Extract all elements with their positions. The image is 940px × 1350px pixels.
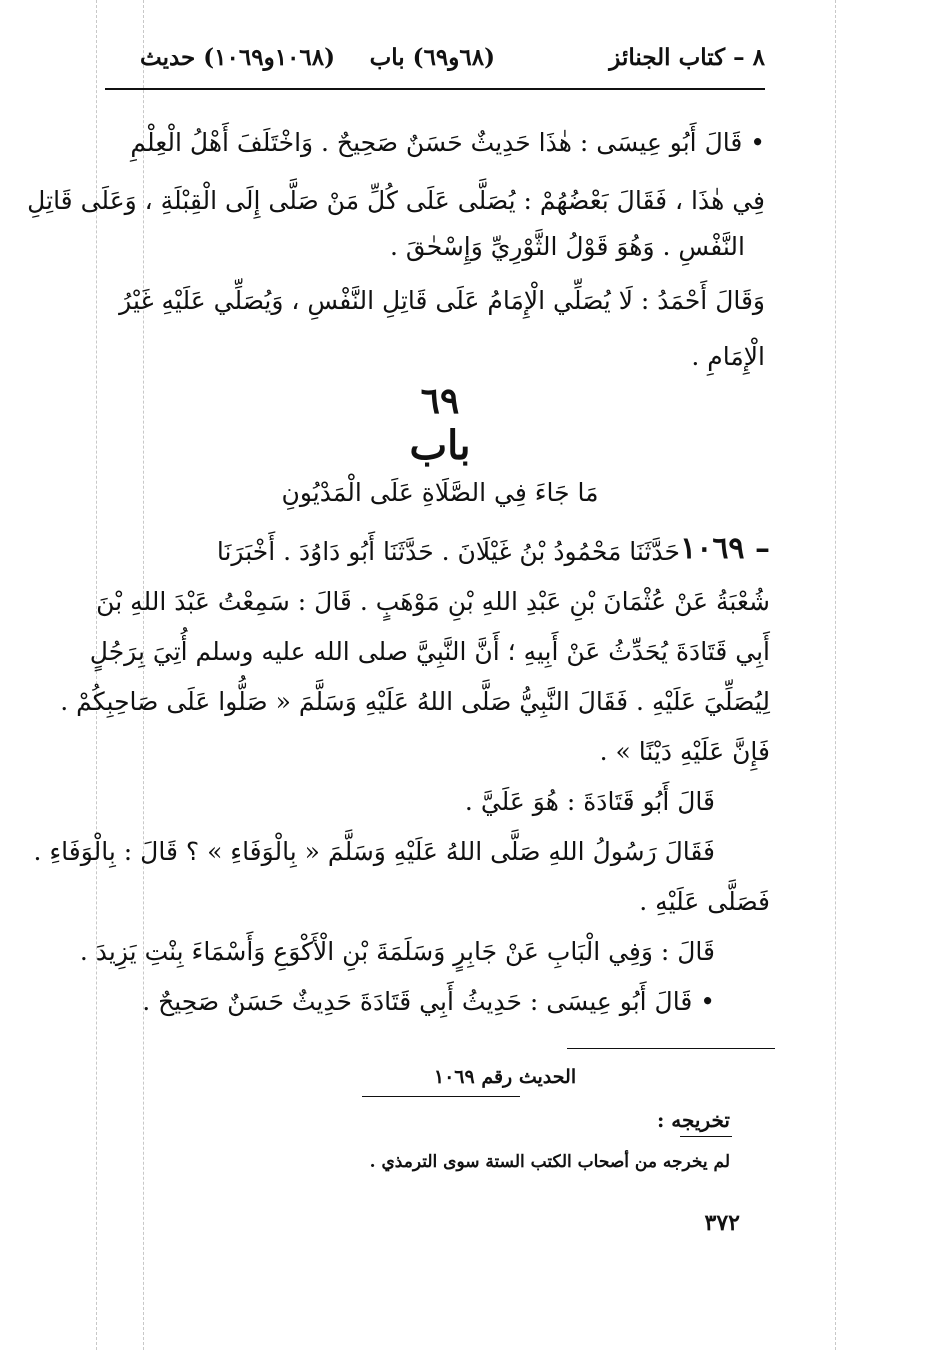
text-line: وَقَالَ أَحْمَدُ : لَا يُصَلِّي الْإِمَامُ عَلَى قَاتِلِ النَّفْسِ ، وَيُصَلِّي عَلَيْهِ غَيْرُ xyxy=(119,286,765,315)
chapter-label: باب xyxy=(409,422,471,469)
text-line: فِي هٰذَا ، فَقَالَ بَعْضُهُمْ : يُصَلَّى عَلَى كُلِّ مَنْ صَلَّى إِلَى الْقِبْلَةِ ، وَعَلَى قَاتِلِ xyxy=(27,186,765,215)
footnote-heading: الحديث رقم ١٠٦٩ xyxy=(433,1066,577,1088)
running-header xyxy=(105,38,765,88)
hadith-number: ١٠٦٩ – xyxy=(680,531,770,566)
footnote-heading-underline xyxy=(362,1096,520,1097)
text-line: النَّفْسِ . وَهُوَ قَوْلُ الثَّوْرِيِّ وَإِسْحٰقَ . xyxy=(389,232,745,261)
text-line: • قَالَ أَبُو عِيسَى : هٰذَا حَدِيثٌ حَسَنٌ صَحِيحٌ . وَاخْتَلَفَ أَهْلُ الْعِلْمِ xyxy=(130,128,765,157)
chapter-title: مَا جَاءَ فِي الصَّلَاةِ عَلَى الْمَدْيُونِ xyxy=(281,478,599,507)
text-line: أَبِي قَتَادَةَ يُحَدِّثُ عَنْ أَبِيهِ ؛ أَنَّ النَّبِيَّ صلى الله عليه وسلم أُتِيَ بِرَجُلٍ xyxy=(89,637,770,666)
header-rule xyxy=(105,88,765,90)
hadith-text xyxy=(33,525,770,1045)
previous-chapter-text xyxy=(27,110,765,390)
text-line: فَقَالَ رَسُولُ اللهِ صَلَّى اللهُ عَلَيْهِ وَسَلَّمَ « بِالْوَفَاءِ » ؟ قَالَ : بِالْوَفَاءِ . xyxy=(33,837,715,866)
text-line: الْإِمَامِ . xyxy=(691,342,765,371)
text-line: فَإِنَّ عَلَيْهِ دَيْنًا » . xyxy=(599,737,770,766)
text-line: قَالَ : وَفِي الْبَابِ عَنْ جَابِرٍ وَسَلَمَةَ بْنِ الْأَكْوَعِ وَأَسْمَاءَ بِنْتِ يَزِيدَ . xyxy=(79,937,715,966)
text-line: لِيُصَلِّيَ عَلَيْهِ . فَقَالَ النَّبِيُّ صَلَّى اللهُ عَلَيْهِ وَسَلَّمَ « صَلُّوا عَلَى صَاحِبِكُمْ . xyxy=(60,687,770,716)
takhrij-label: تخريجه : xyxy=(656,1108,730,1132)
scan-guide-line xyxy=(835,0,836,1350)
text-line: حَدَّثَنَا مَحْمُودُ بْنُ غَيْلَانَ . حَدَّثَنَا أَبُو دَاوُدَ . أَخْبَرَنَا xyxy=(216,537,680,566)
header-book-title: ٨ – كتاب الجنائز xyxy=(609,44,765,71)
text-line: • قَالَ أَبُو عِيسَى : حَدِيثُ أَبِي قَتَادَةَ حَدِيثٌ حَسَنٌ صَحِيحٌ . xyxy=(142,987,715,1016)
header-chapter-range: (٦٨و٦٩) باب xyxy=(369,44,495,71)
text-line: شُعْبَةُ عَنْ عُثْمَانَ بْنِ عَبْدِ اللهِ بْنِ مَوْهَبٍ . قَالَ : سَمِعْتُ عَبْدَ اللهِ بْنَ xyxy=(96,587,770,616)
takhrij-text: لم يخرجه من أصحاب الكتب الستة سوى الترمذي . xyxy=(369,1152,730,1172)
chapter-number: ٦٩ xyxy=(420,380,460,422)
text-line: فَصَلَّى عَلَيْهِ . xyxy=(639,887,770,916)
page-number: ٣٧٢ xyxy=(704,1210,740,1236)
text-line: قَالَ أَبُو قَتَادَةَ : هُوَ عَلَيَّ . xyxy=(464,787,715,816)
header-hadith-range: (١٠٦٨و١٠٦٩) حديث xyxy=(139,44,335,71)
takhrij-underline xyxy=(680,1136,732,1137)
footnote-separator xyxy=(567,1048,775,1049)
